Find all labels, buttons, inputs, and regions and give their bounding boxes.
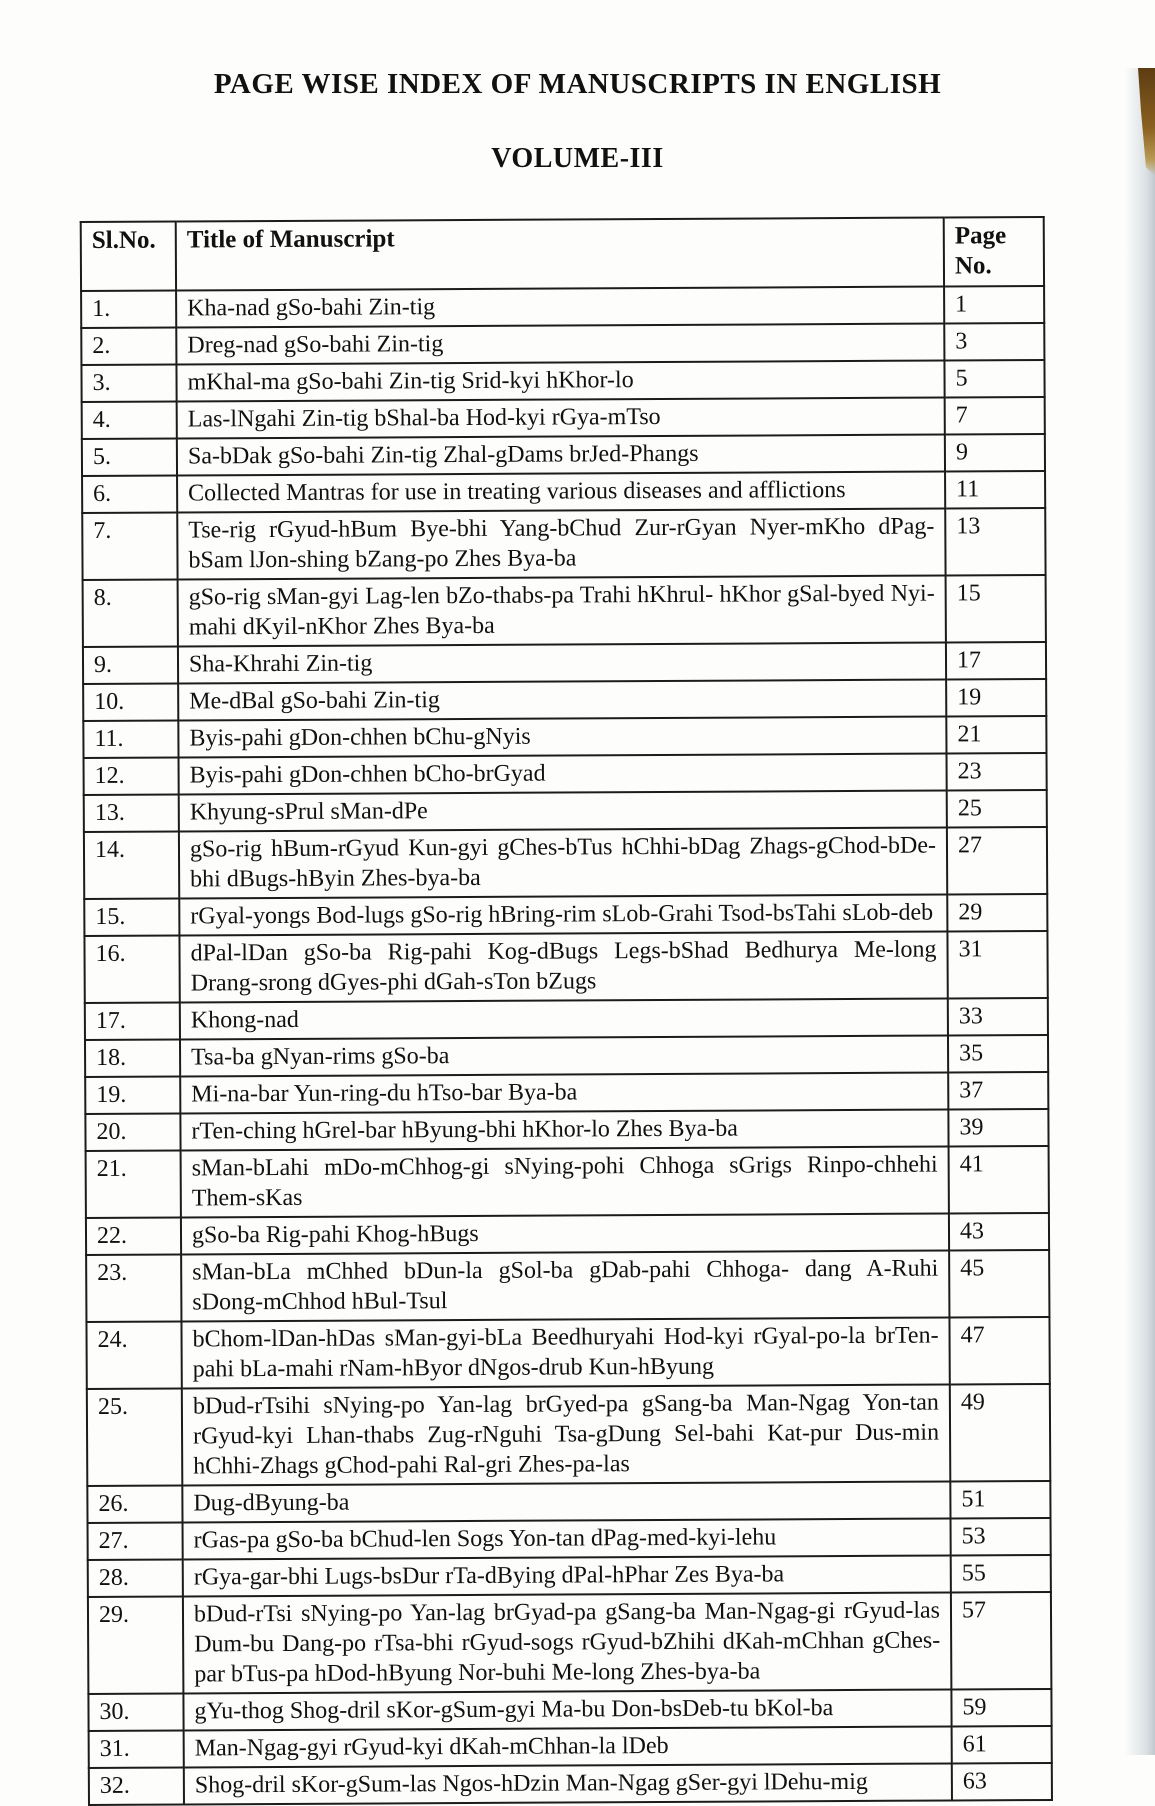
volume-subtitle: VOLUME-III — [491, 143, 664, 174]
manuscript-title-cell: Kha-nad gSo-bahi Zin-tig — [176, 286, 944, 327]
serial-number-cell: 28. — [88, 1560, 183, 1597]
manuscript-title-cell: gSo-rig hBum-rGyud Kun-gyi gChes-bTus hChhi-bDag Zhags-gChod-bDe-bhi dBugs-hByin Zhes-bya-ba — [179, 827, 947, 898]
table-row — [84, 753, 1047, 795]
serial-number-cell: 10. — [83, 684, 178, 721]
manuscript-title-cell: bDud-rTsi sNying-po Yan-lag brGyad-pa gSang-ba Man-Ngag-gi rGyud-las Dum-bu Dang-po rTsa-bhi rGyud-sogs rGyud-bZhihi dKah-mChhan gChes-par bTus-pa hDod-hByung Nor-buhi Me-long Zhes-bya-ba — [183, 1592, 951, 1693]
table-row — [84, 790, 1047, 832]
serial-number-cell: 23. — [86, 1255, 181, 1322]
page-number-cell: 43 — [949, 1213, 1049, 1251]
manuscript-title-cell: Byis-pahi gDon-chhen bChu-gNyis — [178, 716, 946, 757]
page-number-cell: 29 — [947, 894, 1047, 932]
serial-number-cell: 30. — [88, 1693, 183, 1730]
table-row — [84, 931, 1047, 1003]
manuscript-title-cell: bDud-rTsihi sNying-po Yan-lag brGyed-pa gSang-ba Man-Ngag Yon-tan rGyud-kyi Lhan-thabs Zug-rNguhi Tsa-gDung Sel-bahi Kat-pur Dus-min hChhi-Zhags gChod-pahi Ral-gri Zhes-pa-las — [182, 1384, 950, 1485]
index-table-container — [80, 216, 1051, 1806]
serial-number-cell: 20. — [85, 1114, 180, 1151]
serial-number-cell: 1. — [81, 291, 176, 328]
manuscript-title-cell: gYu-thog Shog-dril sKor-gSum-gyi Ma-bu Don-bsDeb-tu bKol-ba — [183, 1689, 951, 1730]
serial-number-cell: 16. — [84, 936, 179, 1003]
manuscript-title-cell: rGya-gar-bhi Lugs-bsDur rTa-dBying dPal-hPhar Zes Bya-ba — [183, 1555, 951, 1596]
page-number-cell: 7 — [945, 397, 1045, 435]
manuscript-title-cell: rGyal-yongs Bod-lugs gSo-rig hBring-rim sLob-Grahi Tsod-bsTahi sLob-deb — [179, 894, 947, 935]
manuscript-title-cell: gSo-ba Rig-pahi Khog-hBugs — [181, 1213, 949, 1254]
manuscript-title-cell: Me-dBal gSo-bahi Zin-tig — [178, 679, 946, 720]
manuscript-title-cell: bChom-lDan-hDas sMan-gyi-bLa Beedhuryahi Hod-kyi rGyal-po-la brTen-pahi bLa-mahi rNam-hByor dNgos-drub Kun-hByung — [181, 1317, 949, 1388]
manuscript-title-cell: Khong-nad — [180, 998, 948, 1039]
serial-number-cell: 7. — [82, 513, 177, 580]
serial-number-cell: 12. — [84, 758, 179, 795]
table-row — [88, 1689, 1051, 1731]
page-number-cell: 15 — [946, 575, 1046, 643]
table-row — [83, 575, 1046, 647]
table-row — [81, 360, 1044, 402]
serial-number-cell: 17. — [85, 1003, 180, 1040]
serial-number-cell: 27. — [88, 1523, 183, 1560]
page-number-cell: 19 — [946, 679, 1046, 717]
serial-number-cell: 2. — [81, 328, 176, 365]
header-page-no: Page No. — [944, 217, 1044, 287]
serial-number-cell: 26. — [87, 1486, 182, 1523]
serial-number-cell: 18. — [85, 1040, 180, 1077]
manuscript-title-cell: Khyung-sPrul sMan-dPe — [179, 790, 947, 831]
serial-number-cell: 15. — [84, 899, 179, 936]
manuscript-title-cell: dPal-lDan gSo-ba Rig-pahi Kog-dBugs Legs-bShad Bedhurya Me-long Drang-srong dGyes-phi dGah-sTon bZugs — [179, 931, 947, 1002]
table-row — [85, 1072, 1048, 1114]
table-row — [87, 1481, 1050, 1523]
page-number-cell: 27 — [947, 827, 1047, 895]
table-row — [82, 434, 1045, 476]
serial-number-cell: 31. — [89, 1730, 184, 1767]
table-row — [84, 894, 1047, 936]
page-number-cell: 63 — [952, 1763, 1052, 1801]
page-number-cell: 17 — [946, 642, 1046, 680]
page-number-cell: 59 — [951, 1689, 1051, 1727]
table-row — [89, 1763, 1052, 1805]
page-number-cell: 57 — [951, 1592, 1052, 1690]
header-sl-no: Sl.No. — [81, 222, 176, 291]
serial-number-cell: 14. — [84, 832, 179, 899]
page-number-cell: 41 — [949, 1146, 1049, 1214]
manuscript-title-cell: Tse-rig rGyud-hBum Bye-bhi Yang-bChud Zur-rGyan Nyer-mKho dPag-bSam lJon-shing bZang-po Zhes Bya-ba — [177, 508, 945, 579]
page-number-cell: 11 — [945, 471, 1045, 509]
serial-number-cell: 6. — [82, 476, 177, 513]
table-row — [85, 998, 1048, 1040]
page-number-cell: 51 — [950, 1481, 1050, 1519]
manuscript-title-cell: sMan-bLa mChhed bDun-la gSol-ba gDab-pahi Chhoga- dang A-Ruhi sDong-mChhod hBul-Tsul — [181, 1250, 949, 1321]
manuscript-index-table — [80, 216, 1053, 1806]
page-number-cell: 25 — [947, 790, 1047, 828]
serial-number-cell: 22. — [86, 1218, 181, 1255]
header-title-of-manuscript: Title of Manuscript — [176, 217, 944, 290]
page-number-cell: 31 — [947, 931, 1047, 999]
table-row — [82, 508, 1045, 580]
serial-number-cell: 32. — [89, 1767, 184, 1804]
serial-number-cell: 29. — [88, 1597, 184, 1694]
manuscript-title-cell: Mi-na-bar Yun-ring-du hTso-bar Bya-ba — [180, 1072, 948, 1113]
serial-number-cell: 25. — [87, 1389, 183, 1486]
manuscript-title-cell: Shog-dril sKor-gSum-las Ngos-hDzin Man-Ngag gSer-gyi lDehu-mig — [184, 1763, 952, 1804]
manuscript-title-cell: mKhal-ma gSo-bahi Zin-tig Srid-kyi hKhor-lo — [176, 360, 944, 401]
page-title: PAGE WISE INDEX OF MANUSCRIPTS IN ENGLISH — [213, 68, 942, 100]
page-number-cell: 37 — [948, 1072, 1048, 1110]
table-row — [82, 471, 1045, 513]
page-number-cell: 1 — [944, 286, 1044, 324]
table-row — [86, 1146, 1049, 1218]
page-number-cell: 53 — [951, 1518, 1051, 1556]
page-number-cell: 49 — [950, 1384, 1051, 1482]
serial-number-cell: 19. — [85, 1077, 180, 1114]
serial-number-cell: 8. — [83, 580, 178, 647]
serial-number-cell: 21. — [86, 1151, 181, 1218]
table-row — [89, 1726, 1052, 1768]
table-row — [85, 1109, 1048, 1151]
page-number-cell: 35 — [948, 1035, 1048, 1073]
table-row — [83, 716, 1046, 758]
serial-number-cell: 24. — [86, 1322, 181, 1389]
table-row — [88, 1555, 1051, 1597]
manuscript-title-cell: Tsa-ba gNyan-rims gSo-ba — [180, 1035, 948, 1076]
manuscript-title-cell: Sha-Khrahi Zin-tig — [178, 642, 946, 683]
page-number-cell: 5 — [944, 360, 1044, 398]
serial-number-cell: 13. — [84, 795, 179, 832]
page-number-cell: 45 — [949, 1250, 1049, 1318]
table-row — [87, 1384, 1050, 1486]
table-row — [86, 1317, 1049, 1389]
manuscript-title-cell: Las-lNgahi Zin-tig bShal-ba Hod-kyi rGya-mTso — [177, 397, 945, 438]
table-body — [81, 286, 1052, 1805]
page-number-cell: 13 — [945, 508, 1045, 576]
table-header-row — [81, 217, 1044, 291]
serial-number-cell: 11. — [83, 721, 178, 758]
page-number-cell: 55 — [951, 1555, 1051, 1593]
page-number-cell: 9 — [945, 434, 1045, 472]
scan-edge-shadow — [1125, 68, 1155, 1755]
table-row — [86, 1250, 1049, 1322]
table-row — [88, 1518, 1051, 1560]
table-row — [83, 642, 1046, 684]
serial-number-cell: 9. — [83, 647, 178, 684]
manuscript-title-cell: rGas-pa gSo-ba bChud-len Sogs Yon-tan dPag-med-kyi-lehu — [183, 1518, 951, 1559]
table-row — [84, 827, 1047, 899]
table-row — [82, 397, 1045, 439]
page-number-cell: 33 — [948, 998, 1048, 1036]
table-row — [81, 323, 1044, 365]
manuscript-title-cell: Collected Mantras for use in treating various diseases and afflictions — [177, 471, 945, 512]
manuscript-title-cell: sMan-bLahi mDo-mChhog-gi sNying-pohi Chhoga sGrigs Rinpo-chhehi Them-sKas — [181, 1146, 949, 1217]
table-row — [88, 1592, 1051, 1694]
manuscript-title-cell: rTen-ching hGrel-bar hByung-bhi hKhor-lo Zhes Bya-ba — [180, 1109, 948, 1150]
serial-number-cell: 3. — [81, 365, 176, 402]
table-row — [85, 1035, 1048, 1077]
page-number-cell: 61 — [952, 1726, 1052, 1764]
manuscript-title-cell: Dreg-nad gSo-bahi Zin-tig — [176, 323, 944, 364]
manuscript-title-cell: gSo-rig sMan-gyi Lag-len bZo-thabs-pa Trahi hKhrul- hKhor gSal-byed Nyi-mahi dKyil-nKhor Zhes Bya-ba — [178, 575, 946, 646]
table-row — [81, 286, 1044, 328]
page-number-cell: 39 — [948, 1109, 1048, 1147]
table-row — [86, 1213, 1049, 1255]
page-number-cell: 47 — [949, 1317, 1049, 1385]
page-number-cell: 21 — [946, 716, 1046, 754]
manuscript-title-cell: Man-Ngag-gyi rGyud-kyi dKah-mChhan-la lDeb — [184, 1726, 952, 1767]
page-number-cell: 3 — [944, 323, 1044, 361]
manuscript-title-cell: Byis-pahi gDon-chhen bCho-brGyad — [179, 753, 947, 794]
serial-number-cell: 4. — [82, 402, 177, 439]
table-row — [83, 679, 1046, 721]
manuscript-title-cell: Dug-dByung-ba — [182, 1481, 950, 1522]
serial-number-cell: 5. — [82, 439, 177, 476]
manuscript-title-cell: Sa-bDak gSo-bahi Zin-tig Zhal-gDams brJed-Phangs — [177, 434, 945, 475]
page-number-cell: 23 — [947, 753, 1047, 791]
